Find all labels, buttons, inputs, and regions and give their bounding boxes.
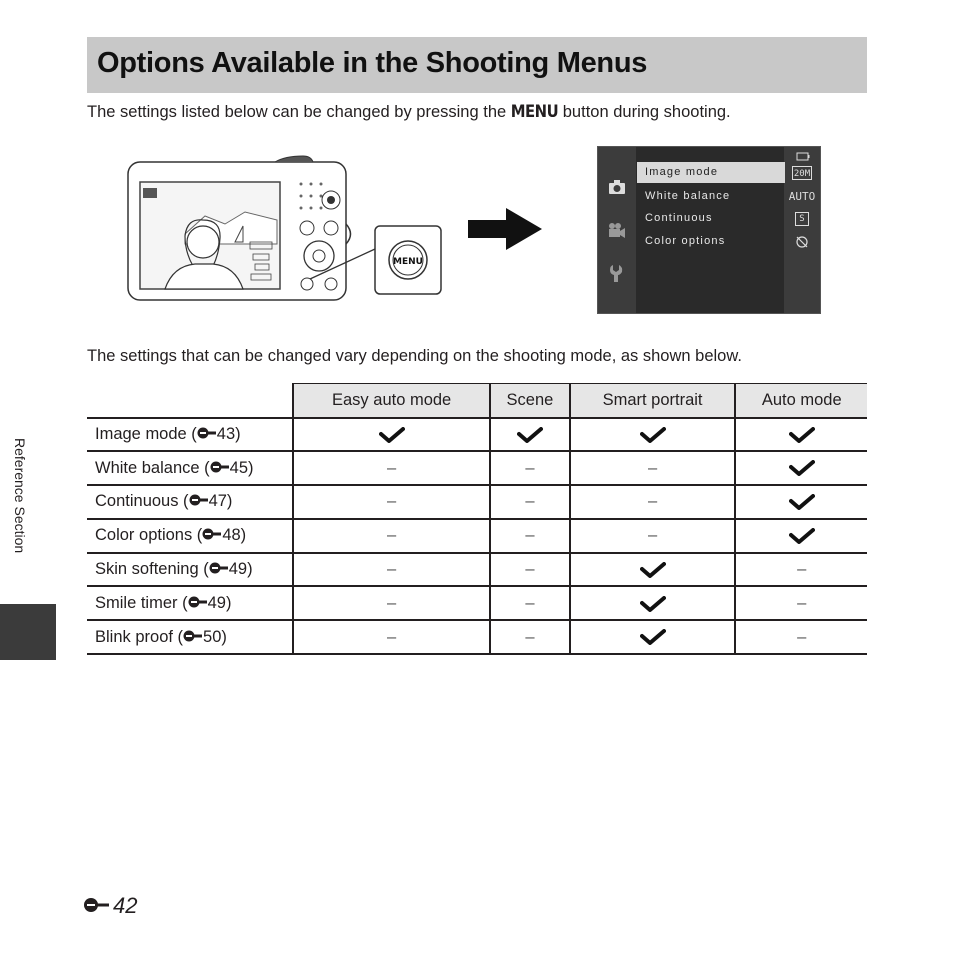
- row-label: [87, 418, 293, 452]
- row-label-text: Skin softening (: [95, 560, 209, 579]
- camera-back-illustration: [125, 154, 443, 304]
- camera-icon: [607, 177, 627, 197]
- table-header-row: [87, 384, 867, 418]
- cell-auto-mode-check: [735, 519, 867, 553]
- table-row: [87, 418, 867, 452]
- cell-smart-portrait-check: [570, 620, 736, 654]
- cell-scene-check: [490, 418, 569, 452]
- battery-icon: [796, 152, 810, 161]
- col-header-smart-portrait: Smart portrait: [570, 384, 736, 418]
- cell-auto-mode-check: [735, 485, 867, 519]
- cell-scene-dash: –: [490, 586, 569, 620]
- color-options-off-icon: [795, 235, 809, 249]
- row-label-text: Smile timer (: [95, 593, 188, 612]
- checkmark-icon: [640, 594, 666, 612]
- checkmark-icon: [789, 492, 815, 510]
- cell-scene-dash: –: [490, 553, 569, 587]
- cell-easy-auto-dash: –: [293, 451, 490, 485]
- row-label: [87, 553, 293, 587]
- menu-button-glyph: MENU: [510, 102, 559, 121]
- row-label-ref: 49): [228, 560, 253, 579]
- checkmark-icon: [789, 526, 815, 544]
- row-label: [87, 620, 293, 654]
- table-row: [87, 485, 867, 519]
- checkmark-icon: [517, 425, 543, 443]
- checkmark-icon: [789, 459, 815, 477]
- menu-item-continuous[interactable]: Continuous: [645, 212, 713, 224]
- reference-e-icon: [188, 594, 208, 612]
- movie-camera-icon: [607, 221, 627, 241]
- cell-easy-auto-dash: –: [293, 485, 490, 519]
- menu-item-white-balance[interactable]: White balance: [645, 190, 731, 202]
- table-corner-cell: [87, 384, 293, 418]
- page-title: Options Available in the Shooting Menus: [97, 47, 648, 79]
- right-arrow-icon: [466, 206, 544, 252]
- menu-item-image-mode[interactable]: Image mode: [637, 162, 785, 183]
- cell-smart-portrait-check: [570, 418, 736, 452]
- cell-auto-mode-dash: –: [735, 620, 867, 654]
- row-label: [87, 451, 293, 485]
- reference-e-icon: [209, 560, 229, 578]
- row-label-text: Image mode (: [95, 424, 197, 443]
- note-paragraph: The settings that can be changed vary depending on the shooting mode, as shown below.: [87, 347, 742, 365]
- row-label-text: Color options (: [95, 526, 203, 545]
- table-row: [87, 519, 867, 553]
- section-label: Reference Section: [12, 438, 28, 554]
- image-mode-value: 20M: [792, 166, 812, 180]
- cell-smart-portrait-dash: –: [570, 519, 736, 553]
- cell-easy-auto-dash: –: [293, 586, 490, 620]
- intro-text-before: The settings listed below can be changed by pressing the: [87, 103, 511, 121]
- cell-smart-portrait-check: [570, 553, 736, 587]
- table-row: [87, 586, 867, 620]
- cell-scene-dash: –: [490, 519, 569, 553]
- cell-easy-auto-check: [293, 418, 490, 452]
- row-label: [87, 519, 293, 553]
- page-number-text: 42: [113, 893, 138, 918]
- row-label-ref: 48): [222, 526, 247, 545]
- row-label-ref: 45): [229, 458, 254, 477]
- checkmark-icon: [379, 425, 405, 443]
- continuous-value: S: [795, 212, 809, 226]
- cell-auto-mode-check: [735, 418, 867, 452]
- reference-e-icon: [210, 459, 230, 477]
- cell-smart-portrait-dash: –: [570, 451, 736, 485]
- col-header-auto-mode: Auto mode: [735, 384, 867, 418]
- cell-smart-portrait-check: [570, 586, 736, 620]
- page-number: [83, 893, 137, 919]
- reference-e-icon: [202, 526, 222, 544]
- checkmark-icon: [640, 560, 666, 578]
- reference-e-icon: [83, 895, 113, 915]
- checkmark-icon: [640, 628, 666, 646]
- row-label: [87, 586, 293, 620]
- cell-easy-auto-dash: –: [293, 553, 490, 587]
- table-row: [87, 553, 867, 587]
- table-row: [87, 620, 867, 654]
- cell-smart-portrait-dash: –: [570, 485, 736, 519]
- row-label-text: White balance (: [95, 458, 210, 477]
- menu-button-callout-label: MENU: [393, 257, 423, 267]
- intro-text-after: button during shooting.: [558, 103, 731, 121]
- cell-auto-mode-check: [735, 451, 867, 485]
- menu-item-color-options[interactable]: Color options: [645, 235, 726, 247]
- cell-scene-dash: –: [490, 451, 569, 485]
- reference-e-icon: [189, 492, 209, 510]
- cell-scene-dash: –: [490, 620, 569, 654]
- col-header-easy-auto: Easy auto mode: [293, 384, 490, 418]
- cell-scene-dash: –: [490, 485, 569, 519]
- checkmark-icon: [640, 425, 666, 443]
- table-row: [87, 451, 867, 485]
- cell-easy-auto-dash: –: [293, 519, 490, 553]
- intro-paragraph: [87, 102, 731, 122]
- row-label-text: Blink proof (: [95, 627, 184, 646]
- cell-auto-mode-dash: –: [735, 553, 867, 587]
- cell-auto-mode-dash: –: [735, 586, 867, 620]
- row-label-ref: 50): [203, 627, 227, 646]
- title-bar: [87, 37, 867, 93]
- table-body: [87, 418, 867, 655]
- wrench-icon: [607, 263, 627, 283]
- white-balance-value: AUTO: [788, 190, 816, 203]
- shooting-menu-screen: [597, 146, 821, 314]
- section-tab-marker: [0, 604, 56, 660]
- reference-e-icon: [183, 628, 203, 646]
- row-label-ref: 47): [208, 492, 233, 511]
- options-table: [87, 383, 867, 655]
- row-label-ref: 49): [207, 593, 232, 612]
- row-label-text: Continuous (: [95, 492, 189, 511]
- cell-easy-auto-dash: –: [293, 620, 490, 654]
- reference-e-icon: [197, 425, 217, 443]
- col-header-scene: Scene: [490, 384, 569, 418]
- row-label-ref: 43): [216, 424, 241, 443]
- row-label: [87, 485, 293, 519]
- checkmark-icon: [789, 425, 815, 443]
